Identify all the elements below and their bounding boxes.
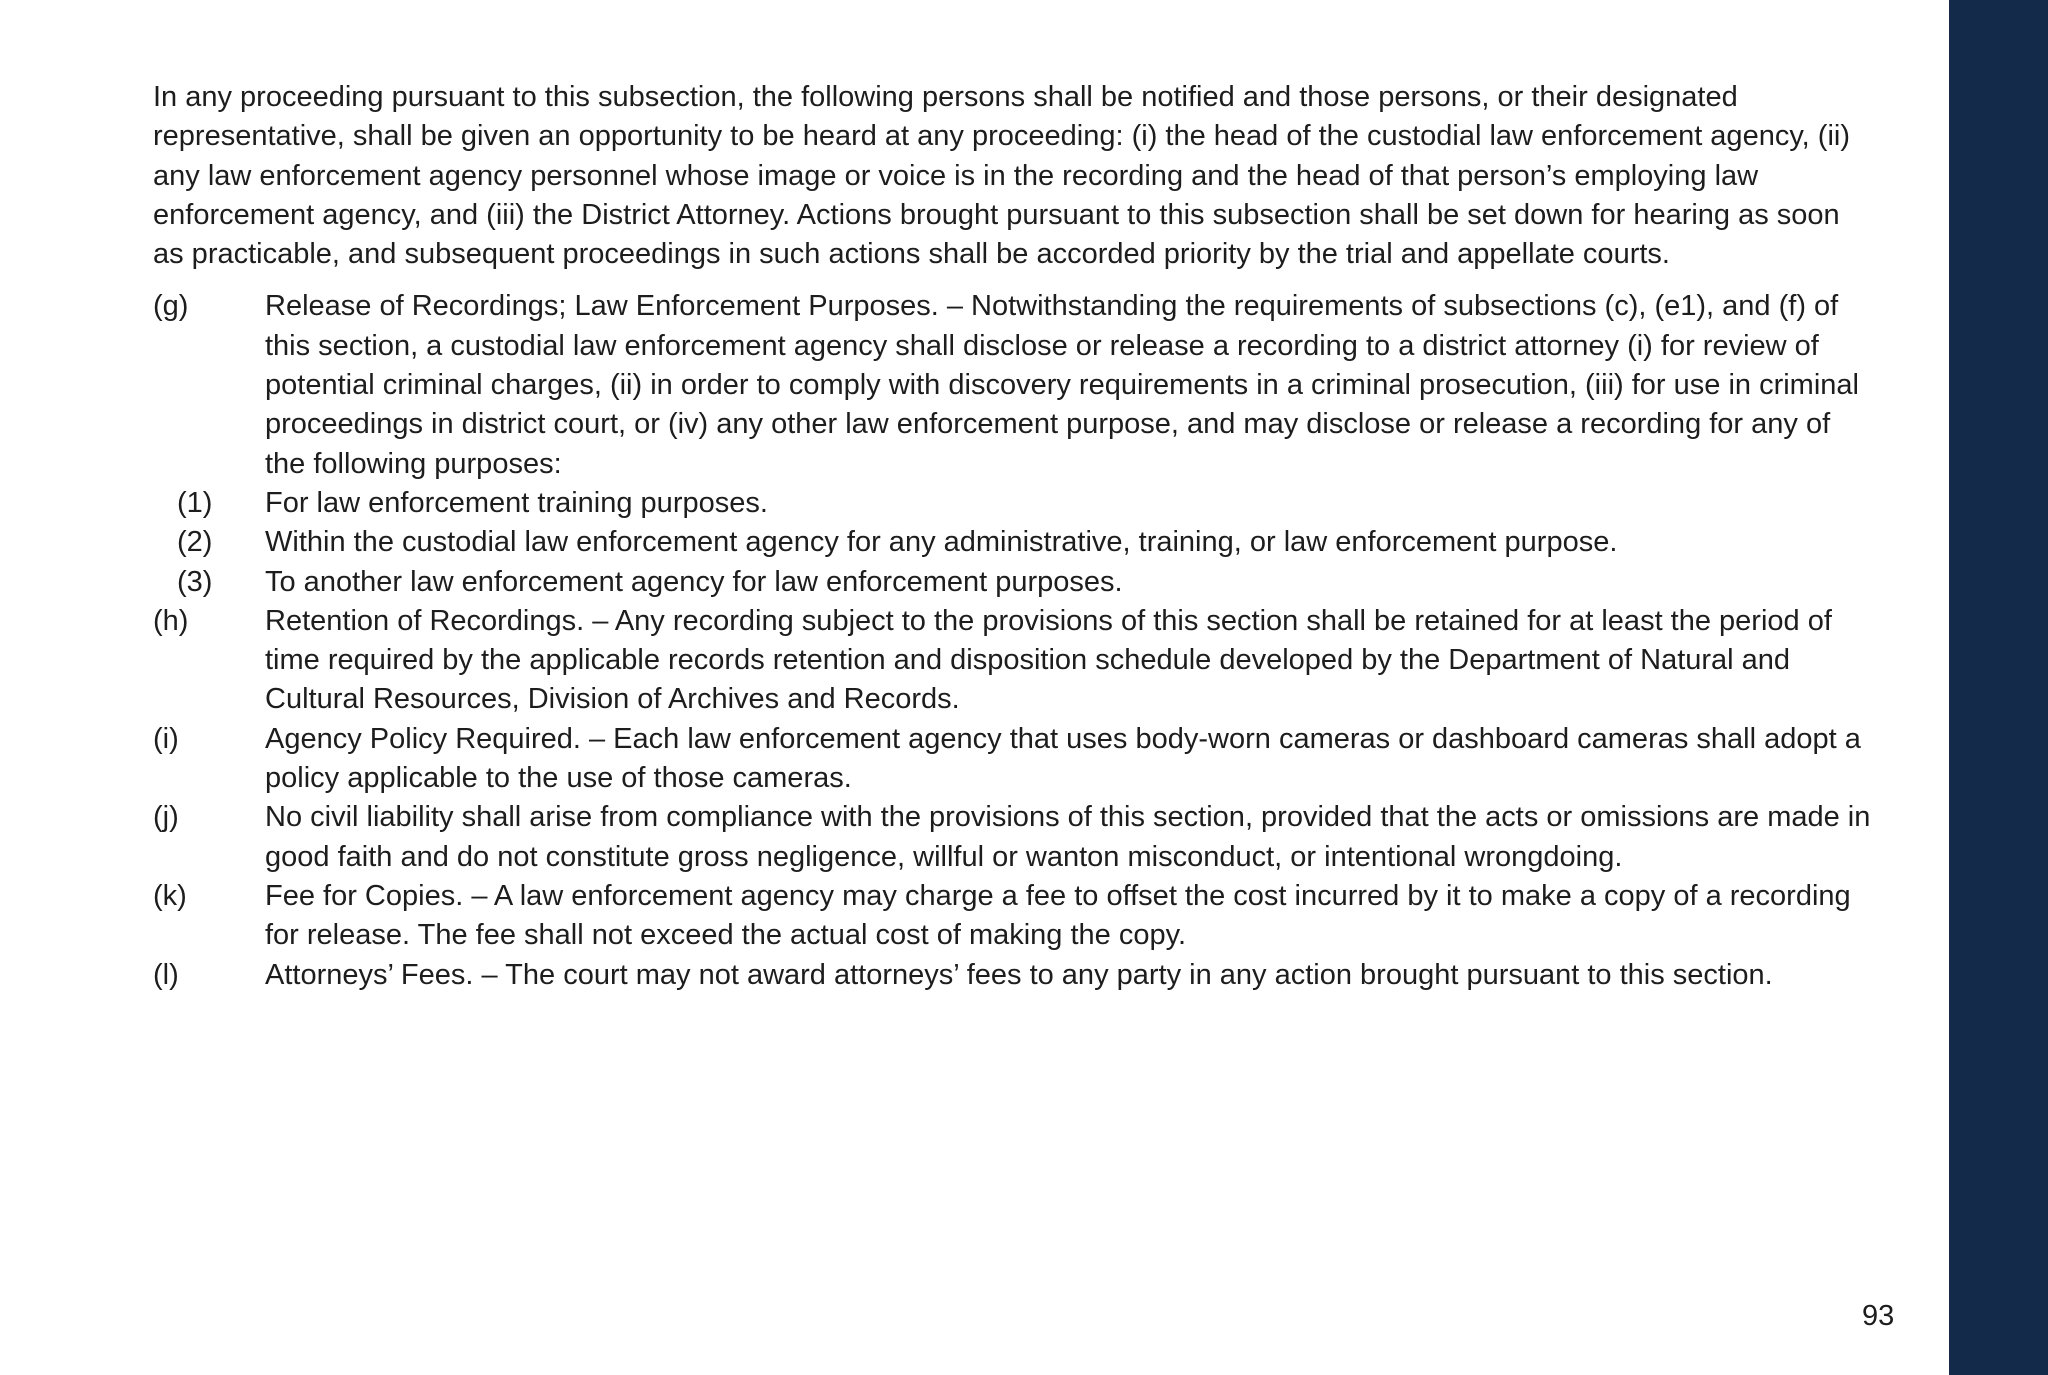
section-label: (j) [153, 801, 179, 834]
section-k [153, 877, 1873, 956]
section-text: Attorneys’ Fees. – The court may not award attorneys’ fees to any party in any action brought pursuant to this section. [265, 958, 1773, 991]
section-i [153, 720, 1873, 799]
subsection-text: Within the custodial law enforcement agency for any administrative, training, or law enforcement purpose. [265, 526, 1618, 559]
subsection-label: (1) [177, 486, 213, 519]
subsection-text: To another law enforcement agency for law enforcement purposes. [265, 565, 1123, 598]
section-text: Agency Policy Required. – Each law enforcement agency that uses body-worn cameras or dashboard cameras shall adopt a policy applicable to the use of those cameras. [265, 722, 1861, 795]
section-text: No civil liability shall arise from compliance with the provisions of this section, provided that the acts or omissions are made in good faith and do not constitute gross negligence, willful or wanton misconduct, or intentional wrongdoing. [265, 801, 1871, 873]
section-text: Retention of Recordings. – Any recording subject to the provisions of this section shall be retained for at least the period of time required by the applicable records retention and disposition schedule developed by the Department of Natural and Cultural Resources, Division of Archives and Records. [265, 604, 1832, 716]
section-text: Release of Recordings; Law Enforcement Purposes. – Notwithstanding the requirements of subsections (c), (e1), and (f) of this section, a custodial law enforcement agency shall disclose or release a recording to a district attorney (i) for review of potential criminal charges, (ii) in order to comply with discovery requirements in a criminal prosecution, (iii) for use in criminal proceedings in district court, or (iv) any other law enforcement purpose, and may disclose or release a recording for any of the following purposes: [265, 290, 1859, 480]
section-label: (i) [153, 722, 179, 755]
subsection-text: For law enforcement training purposes. [265, 486, 768, 519]
section-j [153, 798, 1873, 877]
section-g-2 [153, 523, 1873, 562]
section-label: (h) [153, 604, 189, 637]
subsection-label: (2) [177, 526, 213, 559]
subsection-label: (3) [177, 565, 213, 598]
section-g-1 [153, 484, 1873, 523]
section-label: (g) [153, 290, 189, 323]
section-label: (l) [153, 958, 179, 991]
section-label: (k) [153, 879, 187, 912]
section-l [153, 956, 1873, 995]
document-body [153, 78, 1873, 995]
page-number: 93 [1862, 1300, 1895, 1332]
sidebar-band [1949, 0, 2048, 1375]
intro-paragraph: In any proceeding pursuant to this subsection, the following persons shall be notified and those persons, or their designated representative, shall be given an opportunity to be heard at any proceeding: (i) the head of the custodial law enforcement agency, (ii) any law enforcement agency personnel whose image or voice is in the recording and the head of that person’s employing law enforcement agency, and (iii) the District Attorney. Actions brought pursuant to this subsection shall be set down for hearing as soon as practicable, and subsequent proceedings in such actions shall be accorded priority by the trial and appellate courts. [153, 81, 1850, 271]
section-h [153, 602, 1873, 720]
section-g [153, 287, 1873, 483]
section-g-3 [153, 563, 1873, 602]
section-text: Fee for Copies. – A law enforcement agency may charge a fee to offset the cost incurred by it to make a copy of a recording for release. The fee shall not exceed the actual cost of making the copy. [265, 879, 1851, 952]
